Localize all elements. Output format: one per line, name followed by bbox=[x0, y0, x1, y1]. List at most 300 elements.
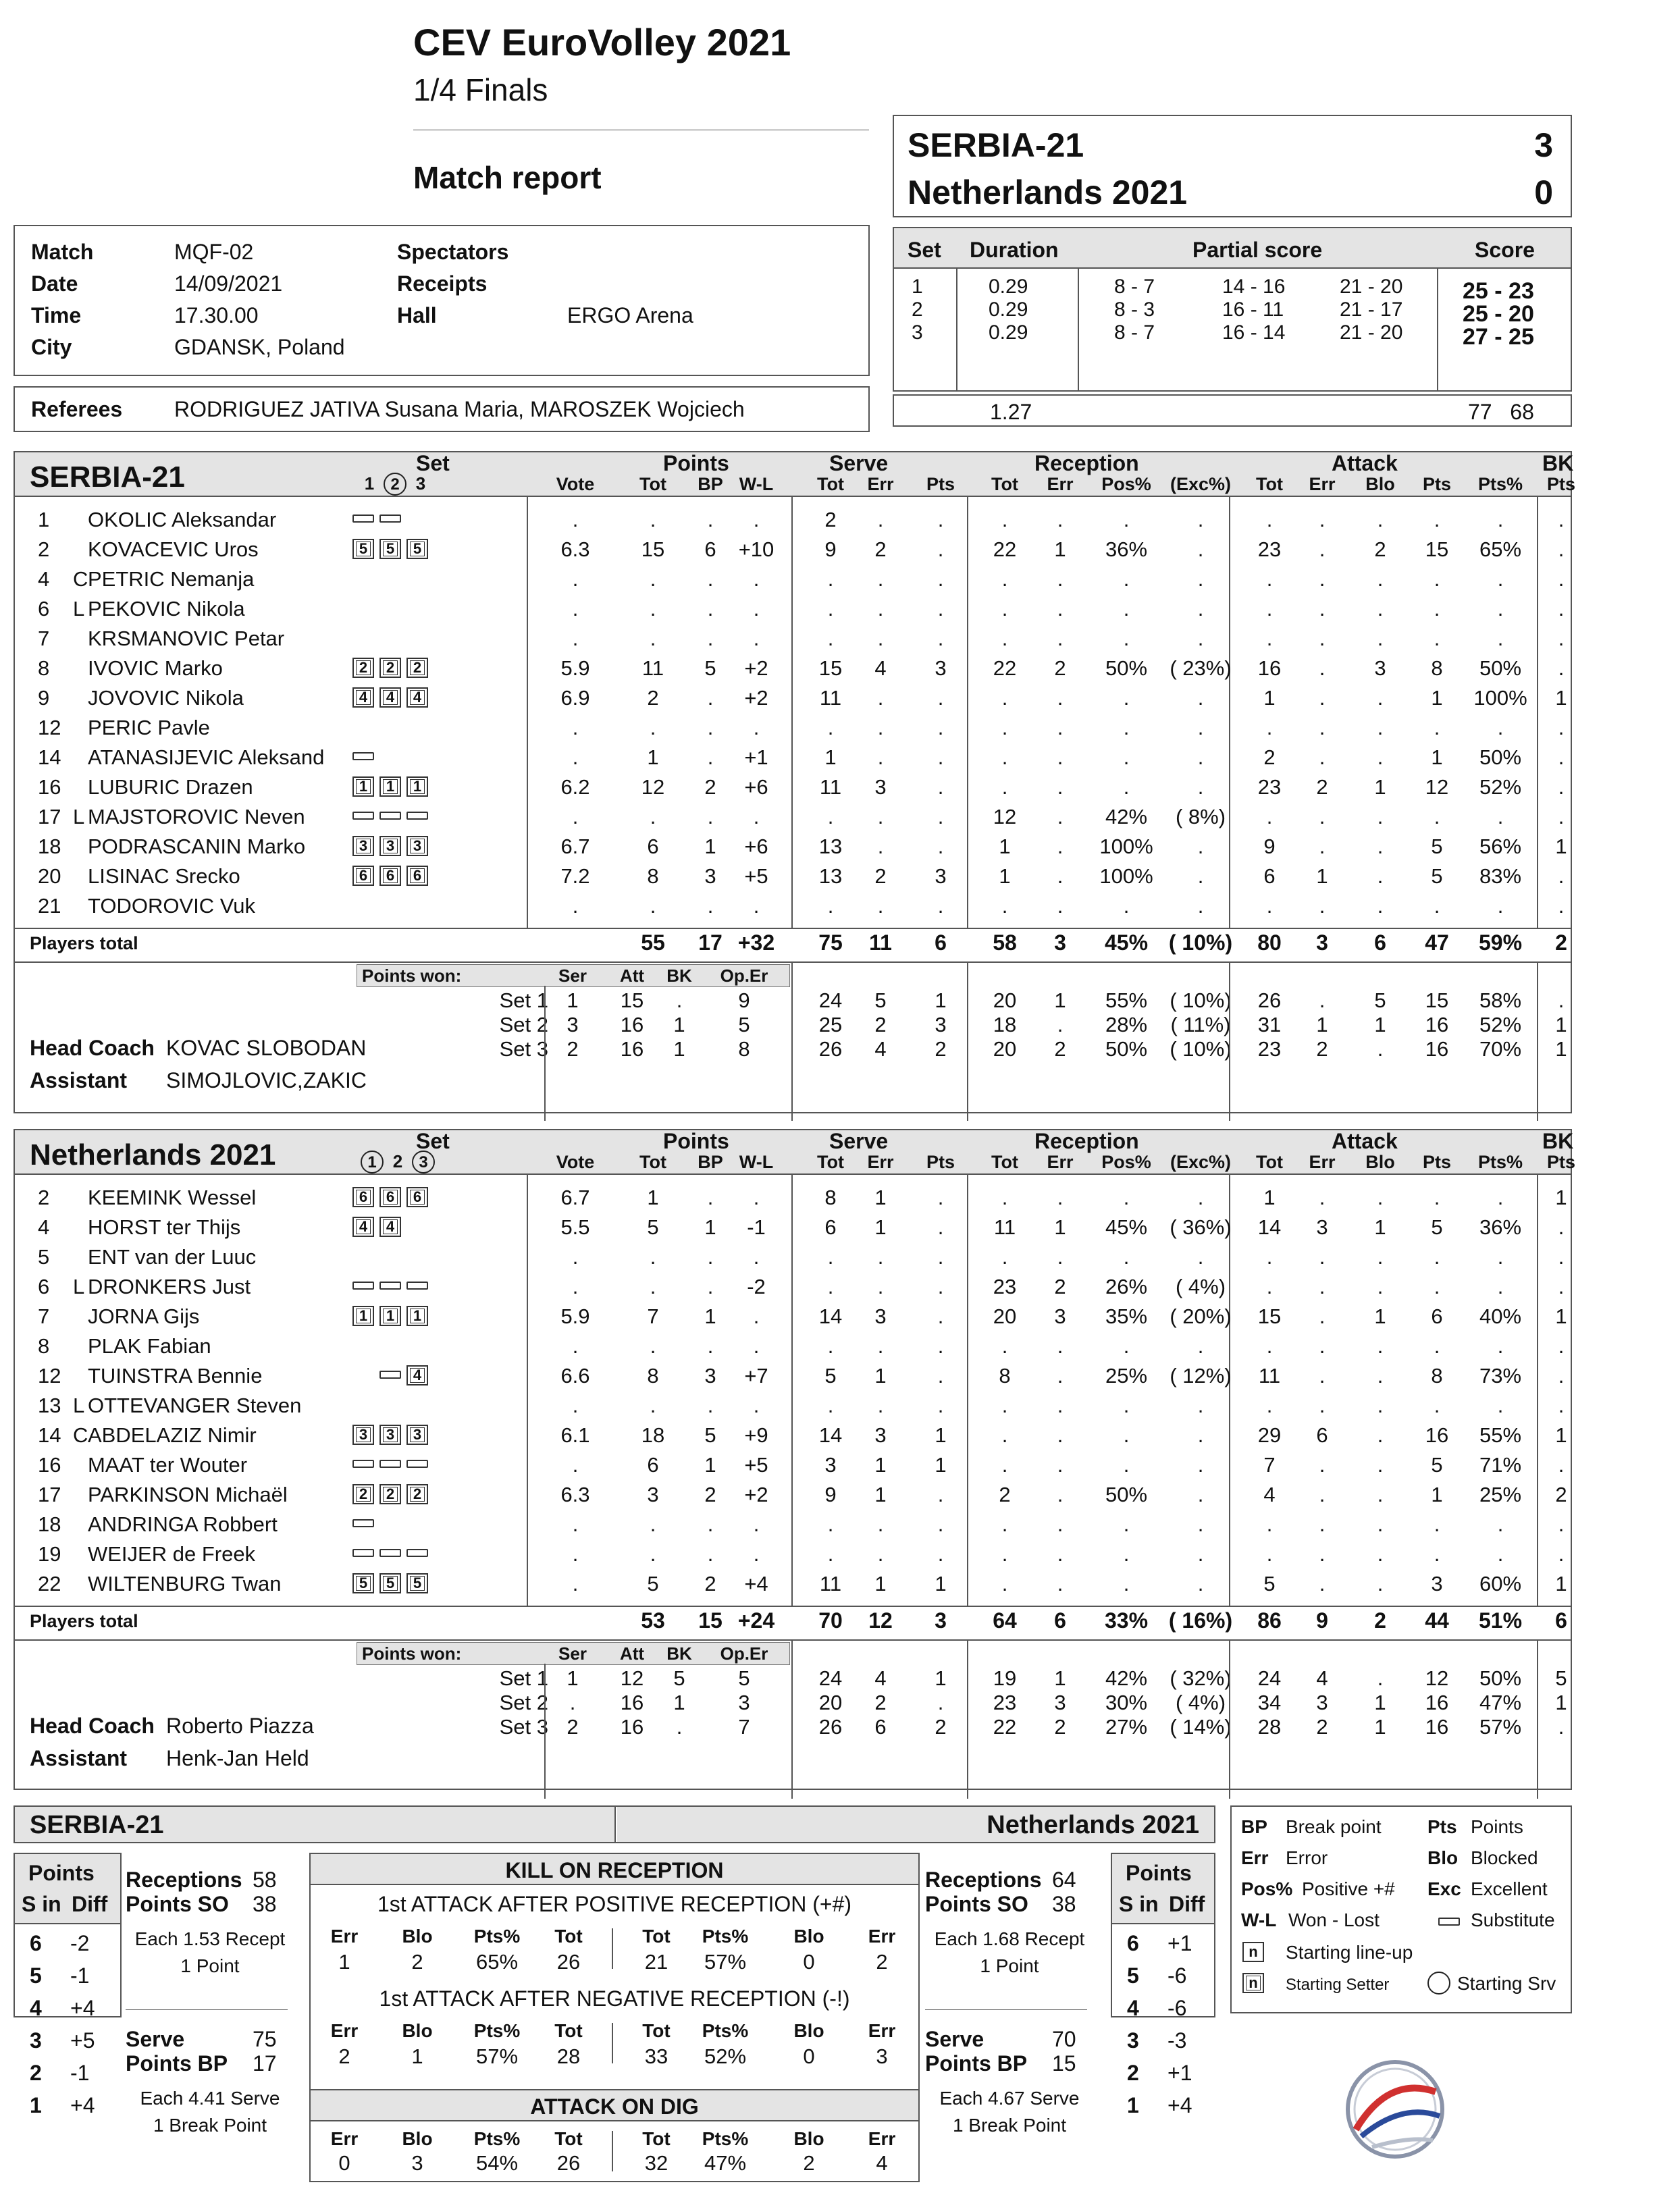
pw-header-att: Att bbox=[619, 1643, 645, 1664]
time-label: Time bbox=[31, 303, 82, 327]
stat-ablo: . bbox=[1377, 1275, 1384, 1298]
player-number: 12 bbox=[38, 716, 61, 739]
stat-rerr: . bbox=[1057, 1423, 1064, 1447]
player-name: OKOLIC Aleksandar bbox=[88, 508, 277, 531]
stat-atot: 23 bbox=[1257, 537, 1282, 561]
substitute-icon bbox=[406, 1282, 428, 1290]
pw-value: 1 bbox=[567, 988, 579, 1012]
set-scores-box bbox=[893, 227, 1572, 392]
assistant-label: Assistant bbox=[30, 1746, 128, 1770]
stat-spts: . bbox=[937, 1304, 944, 1328]
rotation-number: 3 bbox=[30, 2028, 42, 2053]
kor-value: 21 bbox=[644, 1950, 668, 1974]
stat-tot: 15 bbox=[641, 537, 665, 561]
legend-exc-key: Exc bbox=[1427, 1878, 1461, 1899]
stat-apct: . bbox=[1497, 894, 1504, 918]
stat-tot: . bbox=[650, 508, 656, 531]
stat-spts: . bbox=[937, 835, 944, 858]
stat-rpos: . bbox=[1123, 1542, 1130, 1566]
rotation-diff: -6 bbox=[1167, 1996, 1187, 2020]
set-stat-atot: 26 bbox=[1257, 988, 1282, 1012]
player-number: 16 bbox=[38, 1453, 61, 1477]
player-role: C bbox=[73, 1423, 88, 1447]
positive-reception-title: 1st ATTACK AFTER POSITIVE RECEPTION (+#) bbox=[377, 1892, 852, 1916]
points-so-value: 38 bbox=[253, 1892, 277, 1916]
stat-apts: 5 bbox=[1431, 835, 1443, 858]
stat-serr: 4 bbox=[874, 656, 887, 680]
stat-stot: . bbox=[827, 716, 834, 739]
set-row-label: Set 3 bbox=[499, 1037, 548, 1061]
stat-apts: . bbox=[1434, 1186, 1440, 1209]
lineup-position-box: 6 bbox=[379, 866, 401, 886]
legend-sub-text: Substitute bbox=[1471, 1909, 1555, 1930]
set-stat-aerr: 4 bbox=[1316, 1666, 1328, 1690]
stat-wl: . bbox=[753, 1334, 760, 1358]
substitute-icon bbox=[352, 812, 374, 820]
col-header-bk: Pts bbox=[1546, 474, 1576, 494]
set-2-marker: 2 bbox=[392, 1151, 403, 1171]
total-rerr: 6 bbox=[1054, 1608, 1066, 1633]
stat-aerr: 6 bbox=[1316, 1423, 1328, 1447]
player-name: PERIC Pavle bbox=[88, 716, 210, 739]
stat-rpos: . bbox=[1123, 1186, 1130, 1209]
set-stat-apct: 47% bbox=[1479, 1691, 1522, 1714]
pw-value: 15 bbox=[620, 988, 644, 1012]
col-header-tot: Tot bbox=[639, 1152, 666, 1172]
set-stat-rerr: 3 bbox=[1054, 1691, 1066, 1714]
city-value: GDANSK, Poland bbox=[174, 335, 345, 359]
stat-wl: +1 bbox=[744, 745, 768, 769]
stat-rexc: . bbox=[1197, 1483, 1204, 1506]
starting-setter-icon: n bbox=[1242, 1973, 1264, 1993]
stat-stot: 14 bbox=[818, 1423, 843, 1447]
player-row bbox=[15, 1183, 1588, 1213]
player-number: 9 bbox=[38, 686, 50, 710]
player-number: 18 bbox=[38, 1512, 61, 1536]
player-number: 17 bbox=[38, 805, 61, 828]
stat-tot: 8 bbox=[647, 1364, 659, 1388]
stat-bp: . bbox=[707, 1245, 714, 1269]
stat-apts: 5 bbox=[1431, 864, 1443, 888]
set-stat-rpos: 30% bbox=[1105, 1691, 1148, 1714]
stat-vote: . bbox=[572, 716, 579, 739]
sets-header-partial: Partial score bbox=[1192, 238, 1323, 262]
player-row bbox=[15, 1272, 1588, 1302]
assistant-name: SIMOJLOVIC,ZAKIC bbox=[166, 1068, 367, 1092]
col-header-bp: BP bbox=[698, 1152, 723, 1172]
stat-stot: . bbox=[827, 1394, 834, 1417]
kill-on-reception-box bbox=[309, 1853, 920, 2090]
stat-bk: . bbox=[1558, 597, 1565, 621]
player-number: 7 bbox=[38, 1304, 50, 1328]
serve-value: 75 bbox=[253, 2027, 277, 2051]
stat-vote: 6.9 bbox=[560, 686, 590, 710]
stat-rtot: 8 bbox=[999, 1364, 1011, 1388]
stat-bk: 1 bbox=[1555, 1423, 1567, 1447]
stat-serr: . bbox=[877, 745, 884, 769]
stat-apct: . bbox=[1497, 567, 1504, 591]
stat-vote: 5.9 bbox=[560, 656, 590, 680]
lineup-position-box: 6 bbox=[352, 866, 374, 886]
stat-ablo: . bbox=[1377, 1453, 1384, 1477]
stat-apts: . bbox=[1434, 1542, 1440, 1566]
lineup-position-box: 6 bbox=[406, 1187, 428, 1207]
rotation-number: 6 bbox=[1127, 1931, 1139, 1955]
receptions-label: Receptions bbox=[925, 1868, 1042, 1892]
legend-bp-key: BP bbox=[1241, 1816, 1267, 1837]
rotation-points-label: Points bbox=[28, 1861, 95, 1885]
total-stot: 75 bbox=[818, 930, 843, 955]
set-stat-atot: 23 bbox=[1257, 1037, 1282, 1061]
stat-ablo: . bbox=[1377, 597, 1384, 621]
player-name: WILTENBURG Twan bbox=[88, 1572, 282, 1595]
set-row-label: Set 1 bbox=[499, 988, 548, 1012]
stat-aerr: . bbox=[1319, 1334, 1325, 1358]
stat-bk: 1 bbox=[1555, 835, 1567, 858]
stat-spts: . bbox=[937, 508, 944, 531]
stat-apct: . bbox=[1497, 1542, 1504, 1566]
stat-rpos: . bbox=[1123, 1334, 1130, 1358]
stat-apct: . bbox=[1497, 508, 1504, 531]
total-bk: 2 bbox=[1555, 930, 1567, 955]
total-spts: 3 bbox=[935, 1608, 947, 1633]
stat-rtot: . bbox=[1001, 686, 1008, 710]
stat-rtot: . bbox=[1001, 1542, 1008, 1566]
pw-header-ser: Ser bbox=[558, 966, 587, 986]
set-stat-bk: . bbox=[1558, 1715, 1565, 1739]
spectators-label: Spectators bbox=[397, 240, 509, 264]
kor-value: 2 bbox=[411, 1950, 423, 1974]
set-stat-bk: 1 bbox=[1555, 1691, 1567, 1714]
stat-rtot: . bbox=[1001, 1453, 1008, 1477]
partial-16: 14 - 16 bbox=[1222, 275, 1286, 298]
player-row bbox=[15, 1213, 1588, 1242]
stat-apts: 1 bbox=[1431, 686, 1443, 710]
stat-atot: 11 bbox=[1258, 1364, 1281, 1388]
set-stat-rpos: 42% bbox=[1105, 1666, 1148, 1690]
stat-rexc: . bbox=[1197, 894, 1204, 918]
stat-spts: . bbox=[937, 775, 944, 799]
lineup-position-box: 4 bbox=[379, 687, 401, 708]
kor-value: 1 bbox=[338, 1950, 350, 1974]
stat-spts: 3 bbox=[935, 656, 947, 680]
stat-apts: . bbox=[1434, 1275, 1440, 1298]
kor-value: 3 bbox=[411, 2151, 423, 2175]
points-won-label: Points won: bbox=[362, 966, 462, 986]
stat-wl: +10 bbox=[738, 537, 775, 561]
points-so-value: 38 bbox=[1052, 1892, 1076, 1916]
substitute-icon bbox=[352, 752, 374, 760]
stat-atot: . bbox=[1266, 894, 1273, 918]
rotation-diff: +5 bbox=[70, 2028, 95, 2053]
stat-rexc: . bbox=[1197, 627, 1204, 650]
stat-rerr: . bbox=[1057, 1483, 1064, 1506]
lineup-position-box: 2 bbox=[379, 1484, 401, 1504]
player-row bbox=[15, 832, 1588, 862]
player-row bbox=[15, 1450, 1588, 1480]
stat-rtot: 1 bbox=[999, 835, 1011, 858]
stat-spts: . bbox=[937, 1483, 944, 1506]
stat-tot: . bbox=[650, 1275, 656, 1298]
stat-wl: +2 bbox=[744, 686, 768, 710]
lineup-position-box: 1 bbox=[406, 776, 428, 797]
stat-tot: 1 bbox=[647, 1186, 659, 1209]
player-name: LISINAC Srecko bbox=[88, 864, 240, 888]
stat-apct: 25% bbox=[1479, 1483, 1522, 1506]
stat-ablo: 1 bbox=[1374, 1304, 1386, 1328]
stat-rexc: . bbox=[1197, 567, 1204, 591]
stat-bp: 1 bbox=[704, 1304, 716, 1328]
set-stat-ablo: 5 bbox=[1374, 988, 1386, 1012]
col-header-rexc: (Exc%) bbox=[1170, 474, 1232, 494]
stat-rtot: . bbox=[1001, 567, 1008, 591]
player-row bbox=[15, 1539, 1588, 1569]
stat-apts: 1 bbox=[1431, 745, 1443, 769]
col-header-ablo: Blo bbox=[1365, 474, 1395, 494]
rotation-number: 2 bbox=[30, 2061, 42, 2085]
stat-rexc: . bbox=[1197, 745, 1204, 769]
set-stat-rpos: 27% bbox=[1105, 1715, 1148, 1739]
lineup-position-box: 2 bbox=[379, 658, 401, 678]
stat-rexc: . bbox=[1197, 775, 1204, 799]
stat-serr: . bbox=[877, 508, 884, 531]
federation-logo bbox=[1307, 2035, 1483, 2184]
stat-rpos: . bbox=[1123, 1453, 1130, 1477]
stat-atot: . bbox=[1266, 508, 1273, 531]
stat-wl: -2 bbox=[747, 1275, 766, 1298]
player-row bbox=[15, 862, 1588, 891]
player-name: JOVOVIC Nikola bbox=[88, 686, 244, 710]
player-name: JORNA Gijs bbox=[88, 1304, 200, 1328]
pw-header-oper: Op.Er bbox=[720, 1643, 768, 1664]
stat-serr: . bbox=[877, 894, 884, 918]
stat-bp: . bbox=[707, 1512, 714, 1536]
stat-rpos: . bbox=[1123, 567, 1130, 591]
player-number: 5 bbox=[38, 1245, 50, 1269]
stat-rtot: . bbox=[1001, 1334, 1008, 1358]
stat-stot: . bbox=[827, 805, 834, 828]
kor-header: Tot bbox=[554, 1926, 583, 1947]
stat-ablo: . bbox=[1377, 1186, 1384, 1209]
receptions-label: Receptions bbox=[126, 1868, 242, 1892]
stat-aerr: . bbox=[1319, 686, 1325, 710]
set-stat-spts: 2 bbox=[935, 1037, 947, 1061]
assistant-name: Henk-Jan Held bbox=[166, 1746, 309, 1770]
set-stat-spts: 3 bbox=[935, 1013, 947, 1036]
stat-atot: 1 bbox=[1263, 1186, 1276, 1209]
set-stat-rerr: 1 bbox=[1054, 988, 1066, 1012]
time-value: 17.30.00 bbox=[174, 303, 259, 327]
stat-apct: . bbox=[1497, 597, 1504, 621]
pw-value: 5 bbox=[673, 1666, 685, 1690]
stat-tot: . bbox=[650, 567, 656, 591]
stat-rtot: 11 bbox=[993, 1215, 1016, 1239]
stat-bp: 3 bbox=[704, 864, 716, 888]
player-row bbox=[15, 743, 1588, 772]
set-stat-spts: 2 bbox=[935, 1715, 947, 1739]
pw-value: 1 bbox=[673, 1691, 685, 1714]
stat-stot: . bbox=[827, 1542, 834, 1566]
team1-sets-won: 3 bbox=[1534, 126, 1553, 164]
total-bp: 17 bbox=[698, 930, 723, 955]
player-row bbox=[15, 1361, 1588, 1391]
stat-bp: 3 bbox=[704, 1364, 716, 1388]
total-serr: 11 bbox=[869, 930, 892, 955]
stat-aerr: . bbox=[1319, 1512, 1325, 1536]
player-row bbox=[15, 1569, 1588, 1599]
player-number: 6 bbox=[38, 1275, 50, 1298]
stat-ablo: 1 bbox=[1374, 775, 1386, 799]
starting-server-icon bbox=[1427, 1972, 1450, 1995]
player-row bbox=[15, 624, 1588, 654]
stat-rtot: . bbox=[1001, 1423, 1008, 1447]
stat-stot: . bbox=[827, 597, 834, 621]
stat-bk: . bbox=[1558, 805, 1565, 828]
kor-header: Err bbox=[868, 1926, 896, 1947]
stat-apts: . bbox=[1434, 627, 1440, 650]
stat-rerr: . bbox=[1057, 1334, 1064, 1358]
pw-value: 1 bbox=[567, 1666, 579, 1690]
stat-rerr: 2 bbox=[1054, 656, 1066, 680]
stat-aerr: . bbox=[1319, 627, 1325, 650]
substitute-icon bbox=[379, 1460, 401, 1468]
rotation-diff: -6 bbox=[1167, 1963, 1187, 1988]
stat-atot: 2 bbox=[1263, 745, 1276, 769]
stat-stot: 11 bbox=[819, 1572, 842, 1595]
stat-serr: 2 bbox=[874, 537, 887, 561]
stat-spts: . bbox=[937, 1334, 944, 1358]
pw-value: 16 bbox=[620, 1691, 644, 1714]
stat-ablo: 3 bbox=[1374, 656, 1386, 680]
stat-vote: . bbox=[572, 1512, 579, 1536]
stat-bk: . bbox=[1558, 1245, 1565, 1269]
stat-bp: 1 bbox=[704, 1215, 716, 1239]
stat-aerr: . bbox=[1319, 1542, 1325, 1566]
stat-atot: . bbox=[1266, 627, 1273, 650]
stat-stot: 11 bbox=[819, 686, 842, 710]
one-break-point-text: 1 Break Point bbox=[952, 2115, 1067, 2136]
stat-tot: . bbox=[650, 1245, 656, 1269]
stat-atot: 23 bbox=[1257, 775, 1282, 799]
stat-rpos: 50% bbox=[1105, 656, 1148, 680]
kor-value: 57% bbox=[475, 2044, 519, 2068]
stat-bk: . bbox=[1558, 864, 1565, 888]
stat-apct: . bbox=[1497, 1275, 1504, 1298]
stat-apct: 52% bbox=[1479, 775, 1522, 799]
stat-apts: . bbox=[1434, 805, 1440, 828]
stat-wl: . bbox=[753, 1394, 760, 1417]
stat-bk: . bbox=[1558, 775, 1565, 799]
player-number: 22 bbox=[38, 1572, 61, 1595]
stat-serr: . bbox=[877, 805, 884, 828]
stat-atot: . bbox=[1266, 1512, 1273, 1536]
pw-header-att: Att bbox=[619, 966, 645, 986]
stat-wl: +9 bbox=[744, 1423, 768, 1447]
player-name: ENT van der Luuc bbox=[88, 1245, 257, 1269]
stat-stot: . bbox=[827, 567, 834, 591]
stat-aerr: . bbox=[1319, 567, 1325, 591]
stat-rerr: . bbox=[1057, 1245, 1064, 1269]
stat-ablo: . bbox=[1377, 1572, 1384, 1595]
stat-apct: . bbox=[1497, 805, 1504, 828]
stat-atot: . bbox=[1266, 1275, 1273, 1298]
rotation-number: 6 bbox=[30, 1931, 42, 1955]
set-score: 25 - 20 bbox=[1463, 301, 1534, 327]
substitute-icon bbox=[352, 1519, 374, 1527]
set-row-label: Set 1 bbox=[499, 1666, 548, 1690]
kor-header: Pts% bbox=[473, 2128, 521, 2149]
kor-value: 26 bbox=[556, 1950, 581, 1974]
set-stat-rpos: 28% bbox=[1105, 1013, 1148, 1036]
stat-ablo: . bbox=[1377, 894, 1384, 918]
kor-value: 54% bbox=[475, 2151, 519, 2175]
each-serve-text: Each 4.67 Serve bbox=[939, 2088, 1080, 2109]
set-stat-ablo: 1 bbox=[1374, 1715, 1386, 1739]
total-spts: 6 bbox=[935, 930, 947, 955]
kor-header: Tot bbox=[554, 2128, 583, 2149]
stat-serr: 1 bbox=[874, 1483, 887, 1506]
stat-rpos: 35% bbox=[1105, 1304, 1148, 1328]
stat-bk: 1 bbox=[1555, 686, 1567, 710]
stat-apts: 6 bbox=[1431, 1304, 1443, 1328]
set-duration: 0.29 bbox=[989, 275, 1028, 298]
kor-value: 65% bbox=[475, 1950, 519, 1974]
stat-wl: +5 bbox=[744, 864, 768, 888]
stat-spts: 1 bbox=[935, 1572, 947, 1595]
set-stat-apts: 16 bbox=[1425, 1715, 1449, 1739]
kor-value: 3 bbox=[876, 2044, 888, 2068]
partial-21: 21 - 20 bbox=[1340, 321, 1403, 344]
team1-rotation-box bbox=[14, 1853, 122, 2117]
stat-atot: 9 bbox=[1263, 835, 1276, 858]
stat-spts: . bbox=[937, 627, 944, 650]
set-stat-ablo: . bbox=[1377, 1037, 1384, 1061]
set-stat-rexc: ( 10%) bbox=[1170, 988, 1232, 1012]
stat-ablo: . bbox=[1377, 1394, 1384, 1417]
lineup-position-box: 6 bbox=[406, 866, 428, 886]
stat-serr: 3 bbox=[874, 1423, 887, 1447]
kor-value: 2 bbox=[338, 2044, 350, 2068]
substitute-icon bbox=[379, 514, 401, 523]
player-name: PETRIC Nemanja bbox=[88, 567, 255, 591]
player-name: ABDELAZIZ Nimir bbox=[88, 1423, 257, 1447]
set-stat-bk: . bbox=[1558, 988, 1565, 1012]
match-label: Match bbox=[31, 240, 94, 264]
rotation-number: 1 bbox=[30, 2093, 42, 2117]
stat-bk: . bbox=[1558, 894, 1565, 918]
stat-rexc: ( 23%) bbox=[1170, 656, 1232, 680]
player-name: KRSMANOVIC Petar bbox=[88, 627, 285, 650]
stat-atot: . bbox=[1266, 805, 1273, 828]
set-stat-ablo: . bbox=[1377, 1666, 1384, 1690]
stat-rerr: . bbox=[1057, 894, 1064, 918]
sets-header-set: Set bbox=[908, 238, 941, 262]
lineup-position-box: 5 bbox=[406, 1573, 428, 1593]
stat-tot: . bbox=[650, 1334, 656, 1358]
stat-bk: 1 bbox=[1555, 1572, 1567, 1595]
total-atot: 80 bbox=[1257, 930, 1282, 955]
set-stat-serr: 6 bbox=[874, 1715, 887, 1739]
total-rpos: 45% bbox=[1104, 930, 1149, 955]
receptions-value: 58 bbox=[253, 1868, 277, 1892]
pw-value: 16 bbox=[620, 1013, 644, 1036]
stat-vote: 6.7 bbox=[560, 1186, 590, 1209]
stat-vote: . bbox=[572, 567, 579, 591]
stat-tot: . bbox=[650, 894, 656, 918]
stat-ablo: 1 bbox=[1374, 1215, 1386, 1239]
stat-ablo: . bbox=[1377, 567, 1384, 591]
legend-setter-text: Starting Setter bbox=[1286, 1976, 1390, 1994]
